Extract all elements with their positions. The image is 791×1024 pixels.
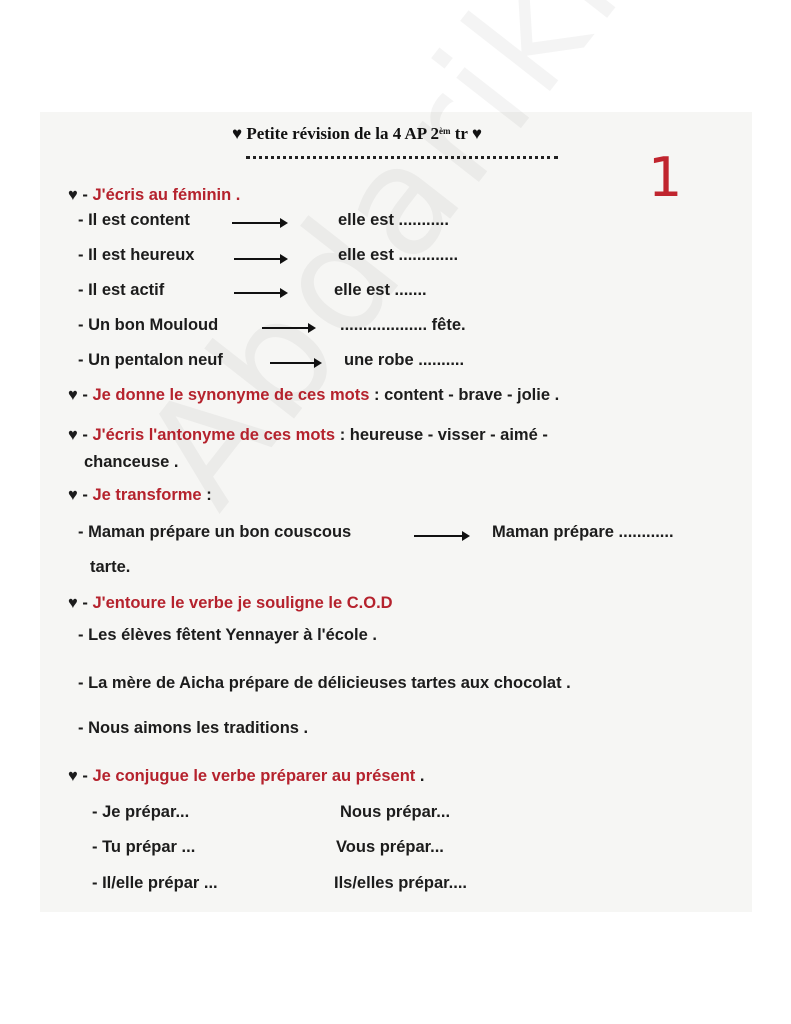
conjugation-left-2: - Tu prépar ... bbox=[92, 838, 196, 856]
bullet: ♥ - bbox=[68, 386, 88, 404]
bullet: ♥ - bbox=[68, 767, 88, 785]
exercise-5-row-3: - Nous aimons les traditions . bbox=[78, 719, 309, 737]
conjugation-right-1: Nous prépar... bbox=[340, 803, 451, 821]
exercise-5-title: J'entoure le verbe je souligne le C.O.D bbox=[92, 594, 393, 612]
bullet: ♥ - bbox=[68, 594, 88, 612]
title-main: ♥ Petite révision de la 4 AP 2 bbox=[232, 124, 439, 143]
title-sup: èm bbox=[438, 126, 451, 136]
page-number: 1 bbox=[648, 146, 683, 209]
arrow-icon bbox=[234, 258, 286, 260]
exercise-3 bbox=[68, 426, 548, 445]
exercise-6-heading bbox=[68, 767, 424, 786]
exercise-6-title: Je conjugue le verbe préparer au présent bbox=[92, 767, 416, 785]
arrow-icon bbox=[234, 292, 286, 294]
conjugation-left-1: - Je prépar... bbox=[92, 803, 190, 821]
exercise-2 bbox=[68, 386, 559, 405]
ex1-row-2-right: elle est ............. bbox=[338, 246, 459, 264]
bullet: ♥ - bbox=[68, 486, 88, 504]
exercise-1-heading bbox=[68, 186, 240, 205]
exercise-4-title: Je transforme bbox=[92, 486, 202, 504]
ex1-row-1-right: elle est ........... bbox=[338, 211, 449, 229]
ex1-row-5-right: une robe .......... bbox=[344, 351, 465, 369]
exercise-4-left: - Maman prépare un bon couscous bbox=[78, 523, 352, 541]
conjugation-right-3: Ils/elles prépar.... bbox=[334, 874, 467, 892]
exercise-3-words: : heureuse - visser - aimé - bbox=[335, 426, 548, 444]
page-title bbox=[232, 124, 482, 144]
exercise-4-heading bbox=[68, 486, 212, 505]
ex1-row-1-left: - Il est content bbox=[78, 211, 190, 229]
exercise-5-heading bbox=[68, 594, 393, 613]
exercise-5-row-1: - Les élèves fêtent Yennayer à l'école . bbox=[78, 626, 377, 644]
exercise-6-dot: . bbox=[415, 767, 425, 785]
conjugation-right-2: Vous prépar... bbox=[336, 838, 444, 856]
exercise-2-words: : content - brave - jolie . bbox=[369, 386, 560, 404]
exercise-4-line-2: tarte. bbox=[90, 558, 131, 576]
ex1-row-3-right: elle est ....... bbox=[334, 281, 427, 299]
worksheet bbox=[40, 112, 752, 912]
exercise-1-title: J'écris au féminin . bbox=[92, 186, 241, 204]
exercise-2-title: Je donne le synonyme de ces mots bbox=[92, 386, 370, 404]
exercise-4-colon: : bbox=[201, 486, 212, 504]
arrow-icon bbox=[270, 362, 320, 364]
ex1-row-5-left: - Un pentalon neuf bbox=[78, 351, 223, 369]
ex1-row-2-left: - Il est heureux bbox=[78, 246, 195, 264]
bullet: ♥ - bbox=[68, 186, 88, 204]
conjugation-left-3: - Il/elle prépar ... bbox=[92, 874, 218, 892]
ex1-row-4-left: - Un bon Mouloud bbox=[78, 316, 219, 334]
exercise-5-row-2: - La mère de Aicha prépare de délicieuses tartes aux chocolat . bbox=[78, 674, 571, 692]
exercise-4-right: Maman prépare ............ bbox=[492, 523, 674, 541]
ex1-row-3-left: - Il est actif bbox=[78, 281, 165, 299]
exercise-3-line-2: chanceuse . bbox=[84, 453, 179, 471]
ex1-row-4-right: ................... fête. bbox=[340, 316, 466, 334]
bullet: ♥ - bbox=[68, 426, 88, 444]
arrow-icon bbox=[414, 535, 468, 537]
arrow-icon bbox=[232, 222, 286, 224]
title-underline bbox=[246, 150, 558, 159]
exercise-3-title: J'écris l'antonyme de ces mots bbox=[92, 426, 336, 444]
arrow-icon bbox=[262, 327, 314, 329]
title-end: tr ♥ bbox=[450, 124, 482, 143]
